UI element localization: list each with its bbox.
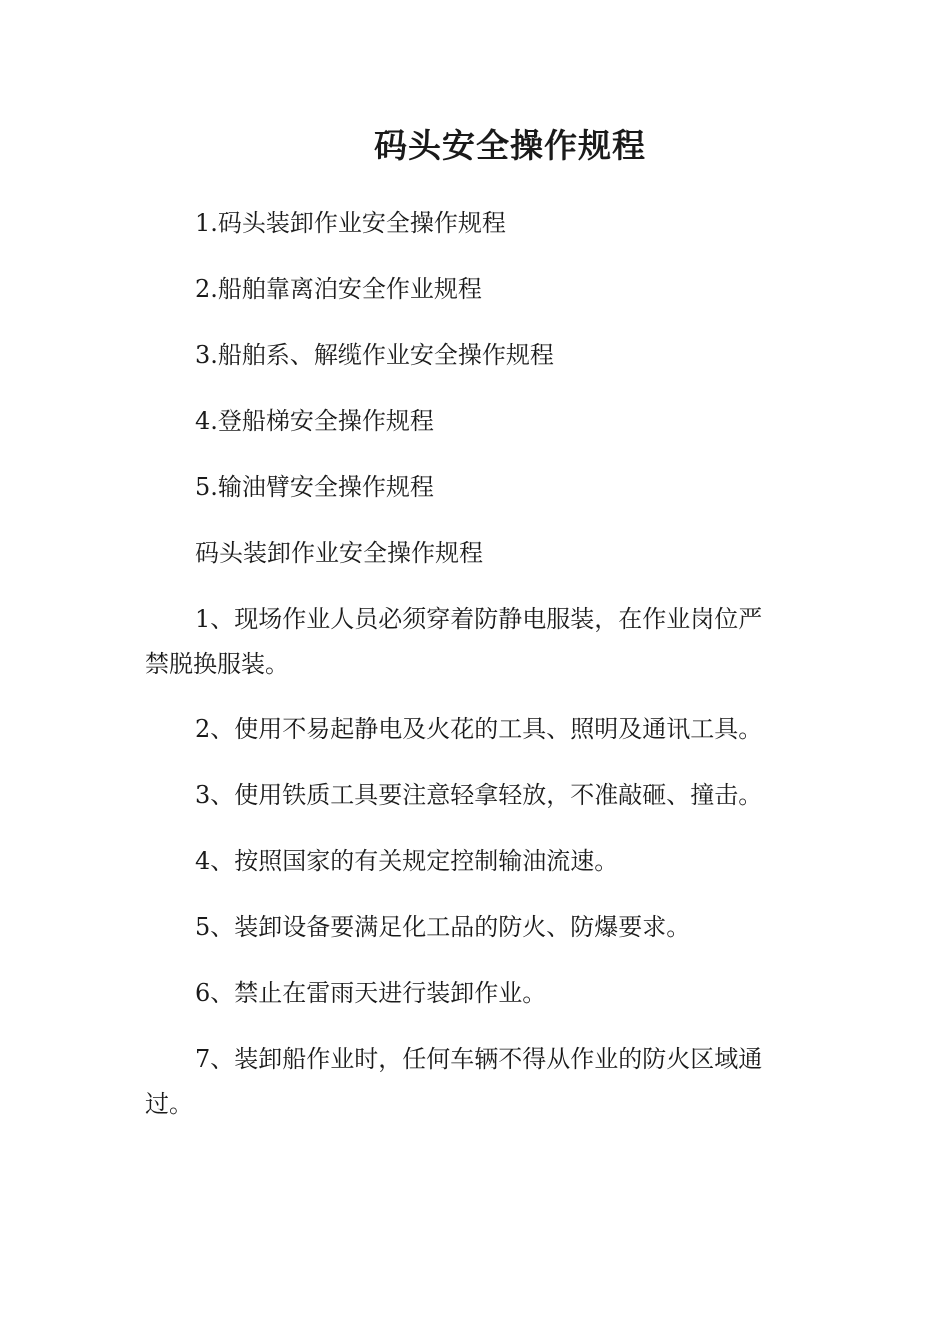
toc-item-5: 5.输油臂安全操作规程 [195,473,434,501]
rule-paragraph-3 [145,779,805,811]
rule-3-text: 3、使用铁质工具要注意轻拿轻放，不准敲砸、撞击。 [195,781,763,809]
toc-item-2: 2.船舶靠离泊安全作业规程 [195,275,482,303]
rule-1-text: 1、现场作业人员必须穿着防静电服装，在作业岗位严 [195,605,763,633]
rule-5-text: 5、装卸设备要满足化工品的防火、防爆要求。 [195,913,691,941]
toc-item-1: 1.码头装卸作业安全操作规程 [195,209,506,237]
rule-1-continuation: 禁脱换服装。 [145,650,289,678]
rule-4-text: 4、按照国家的有关规定控制输油流速。 [195,847,619,875]
rule-6-text: 6、禁止在雷雨天进行装卸作业。 [195,979,547,1007]
toc-item-4: 4.登船梯安全操作规程 [195,407,434,435]
rule-paragraph-5 [145,911,805,943]
document-title: 码头安全操作规程 [374,126,646,165]
rule-7-text: 7、装卸船作业时，任何车辆不得从作业的防火区域通 [195,1045,763,1073]
rule-2-text: 2、使用不易起静电及火花的工具、照明及通讯工具。 [195,715,763,743]
rule-paragraph-7 [145,1043,805,1120]
rule-paragraph-2 [145,713,805,745]
section-title: 码头装卸作业安全操作规程 [195,539,483,567]
rule-7-continuation: 过。 [145,1090,193,1118]
toc-item-3: 3.船舶系、解缆作业安全操作规程 [195,341,554,369]
rule-paragraph-4 [145,845,805,877]
rule-paragraph-1 [145,603,805,680]
rule-paragraph-6 [145,977,805,1009]
